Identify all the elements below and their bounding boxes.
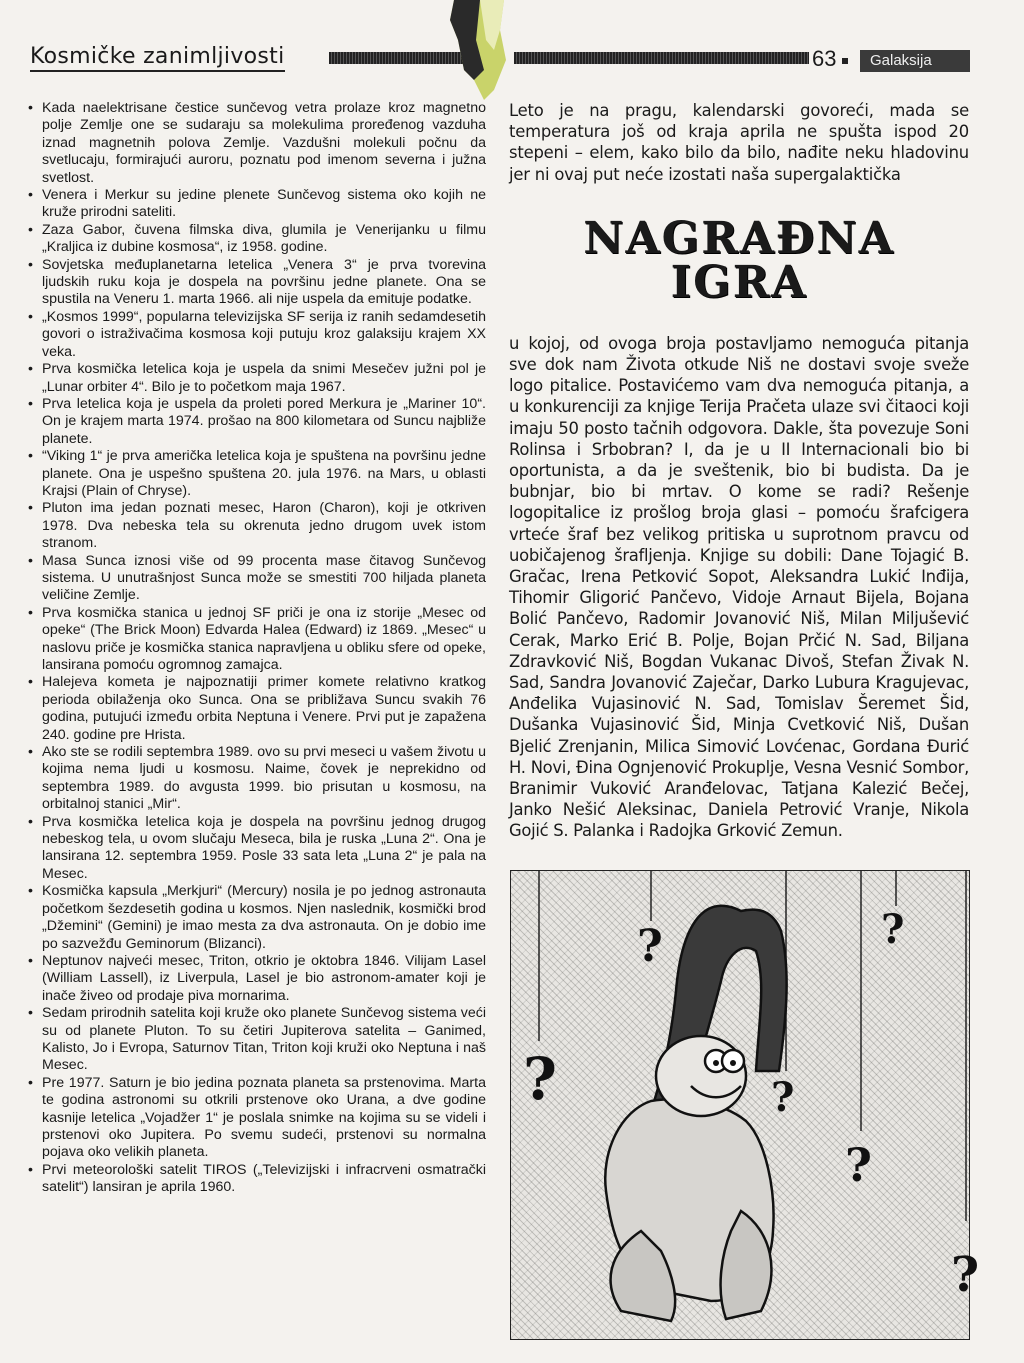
question-mark: ? [637, 921, 663, 972]
question-mark: ? [881, 906, 905, 953]
torn-corner-image [450, 0, 508, 100]
list-item: • “Viking 1“ je prva američka letelica koja je spuštena na površinu jedne planete. Ona je uspešno spuštena 20. jula 1976. na Mars, u oblasti Krajsi (Plain of Chryse). [26, 448, 486, 500]
prize-game-column [509, 100, 969, 842]
section-title: Kosmičke zanimljivosti [30, 44, 285, 72]
list-item: • Pre 1977. Saturn je bio jedina poznata planeta sa prstenovima. Marta te godina astronomi su otkrili prstenove oko Urana, a dve godine kasnije letelica „Vojadžer 1“ je poslala snimke na kojima su se videli i prstenovi oko Jupitera. Po svemu sudeći, prstenovi su normalna pojava oko velikih planeta. [26, 1075, 486, 1162]
list-item: • Prvi meteorološki satelit TIROS („Televizijski i infracrveni osmatrački satelit“) lansiran je aprila 1960. [26, 1162, 486, 1197]
game-title-line2: IGRA [670, 256, 808, 308]
list-item: • Prva kosmička stanica u jednoj SF priči je ona iz storije „Mesec od opeke“ (The Brick Moon) Edvarda Halea (Edward) iz 1869. „Mesec“ u naslovu priče je kosmička stanica napravljena u obliku sfere od opeke, lansirana pomoću ogromnog zamajca. [26, 605, 486, 675]
list-item: • Kosmička kapsula „Merkjuri“ (Mercury) nosila je po jednog astronauta početkom šezdesetih godina u kosmos. Njen naslednik, kosmički brod „Džemini“ (Gemini) je imao mesta za dva astronauta. On je dobio ime po sazvežđu Geminorum (Blizanci). [26, 883, 486, 953]
game-intro: Leto je na pragu, kalendarski govoreći, mada se temperatura još od kraja aprila ne spušta ispod 20 stepeni – elem, kako bilo da bilo, nađite neku hladovinu jer ni ovaj put neće izostati naša supergalaktička [509, 101, 969, 184]
list-item: • Zaza Gabor, čuvena filmska diva, glumila je Venerijanku u filmu „Kraljica iz dubine kosmosa“, iz 1958. godine. [26, 222, 486, 257]
game-title-line1: NAGRAĐNA [583, 212, 895, 264]
list-item: • Venera i Merkur su jedine plenete Sunčevog sistema oko kojih ne kruže prirodni sateliti. [26, 187, 486, 222]
monkey-drawing [511, 871, 980, 1341]
question-mark: ? [845, 1138, 872, 1192]
list-item: • Prva letelica koja je uspela da proleti pored Merkura je „Mariner 10“. On je krajem marta 1974. prošao na 800 kilometara od Suncu najbliže planete. [26, 396, 486, 448]
list-item: • „Kosmos 1999“, popularna televizijska SF serija iz ranih sedamdesetih govori o istraživačima kosmosa koji putuju kroz galaksiju krajem XX veka. [26, 309, 486, 361]
question-mark: ? [523, 1045, 557, 1113]
list-item: • Neptunov najveći mesec, Triton, otkrio je oktobra 1846. Vilijam Lasel (William Lassell), iz Liverpula, Lasel je bio astronom-amater koji je inače živeo od prodaje piva mornarima. [26, 953, 486, 1005]
question-mark: ? [951, 1247, 980, 1303]
list-item: • Sedam prirodnih satelita koji kruže oko planete Sunčevog sistema veći su od planete Pluton. To su četiri Jupiterova satelita – Ganimed, Kalisto, Jo i Evropa, Saturnov Titan, Triton koji kruži oko Neptuna i naš Mesec. [26, 1005, 486, 1075]
page-number: 63 [812, 46, 837, 71]
facts-list [26, 100, 486, 1197]
section-badge: Galaksija [860, 50, 970, 72]
game-title [509, 212, 969, 308]
list-item: • Halejeva kometa je najpoznatiji primer komete relativno kratkog perioda obilaženja oko Sunca. Ona se približava Suncu svakih 76 godina, putujući između orbita Neptuna i Venere. Prvi put je zapažena 240. godine pre Hrista. [26, 674, 486, 744]
list-item: • Sovjetska međuplanetarna letelica „Venera 3“ je prva tvorevina ljudskih ruku koja je dospela na površinu jedne planete. Ona se spustila na Veneru 1. marta 1966. ali nije uspela da emituje podatke. [26, 257, 486, 309]
list-item: • Kada naelektrisane čestice sunčevog vetra prolaze kroz magnetno polje Zemlje one se sudaraju sa molekulima proređenog vazduha iznad magnetnih polova Zemlje. Vazdušni molekuli počnu da svetlucaju, formirajući auroru, poznatu pod imenom severna i južna svetlost. [26, 100, 486, 187]
list-item: • Masa Sunca iznosi više od 99 procenta mase čitavog Sunčevog sistema. U unutrašnjost Sunca može se smestiti 700 hiljada planeta veličine Zemlje. [26, 553, 486, 605]
header-rule-right [514, 52, 809, 64]
header-bullet [842, 58, 848, 64]
list-item: • Ako ste se rodili septembra 1989. ovo su prvi meseci u vašem životu u kojima nema ljudi u kosmosu. Naime, čovek je neprekidno od septembra 1989. do avgusta 1999. bio prisutan u kosmosu, na orbitalnoj stanici „Mir“. [26, 744, 486, 814]
game-body: u kojoj, od ovoga broja postavljamo nemoguća pitanja sve dok nam Života otkude Niš ne dostavi svoje sveže logo pitalice. Postavićemo vam dva nemoguća pitanja, a u konkurenciji za knjige Terija Pračeta ulaze svi čitaoci koji imaju 50 posto tačnih odgovora. Dakle, šta povezuje Soni Rolinsa i Srbobran? I, da je u II Internacionali bio bi oportunista, a da je sveštenik, bio bi budista. Da je bubnjar, bio bi mrtav. O kome se radi? Rešenje logopitalice iz prošlog broja glasi – pomoću šrafcigera vrteće šraf bez velikog pritiska u suprotnom pravcu od uobičajenog šrafljenja. Knjige su dobili: Dane Tojagić B. Gračac, Irena Petković Sopot, Aleksandra Lukić Inđija, Tihomir Gligorić Pančevo, Vidoje Arnaut Bijela, Bojana Bolić Pančevo, Radomir Jovanović Niš, Milan Miljušević Cerak, Marko Erić B. Polje, Bojan Prčić N. Sad, Biljana Zdravković Niš, Bogdan Vukanac Divoš, Stefan Živak N. Sad, Sandra Jovanović Zaječar, Darko Lubura Kragujevac, Anđelika Vujasinović N. Sad, Tomislav Šeremet Šid, Dušanka Vujasinović Šid, Minja Cvetković Niš, Dušan Bjelić Zrenjanin, Milica Simović Lovćenac, Gordana Đurić H. Novi, Đina Ognjenović Prokuplje, Vesna Vesnić Sombor, Branimir Vuković Aranđelovac, Tatjana Kalezić Bečej, Janko Nešić Aleksinac, Daniela Petrović Vranje, Nikola Gojić S. Palanka i Radojka Grković Zemun. [509, 333, 969, 841]
list-item: • Pluton ima jedan poznati mesec, Haron (Charon), koji je otkriven 1978. Dva nebeska tela su okrenuta jedno drugom uvek istom stranom. [26, 500, 486, 552]
question-mark: ? [771, 1074, 795, 1121]
monkey-illustration [510, 870, 980, 1340]
list-item: • Prva kosmička letelica koja je dospela na površinu jednog drugog nebeskog tela, u ovom slučaju Meseca, bila je ruska „Luna 2“. Ona je lansirana 12. septembra 1959. Posle 33 sata leta „Luna 2“ je pala na Mesec. [26, 814, 486, 884]
list-item: • Prva kosmička letelica koja je uspela da snimi Mesečev južni pol je „Lunar orbiter 4“. Bilo je to početkom maja 1967. [26, 361, 486, 396]
